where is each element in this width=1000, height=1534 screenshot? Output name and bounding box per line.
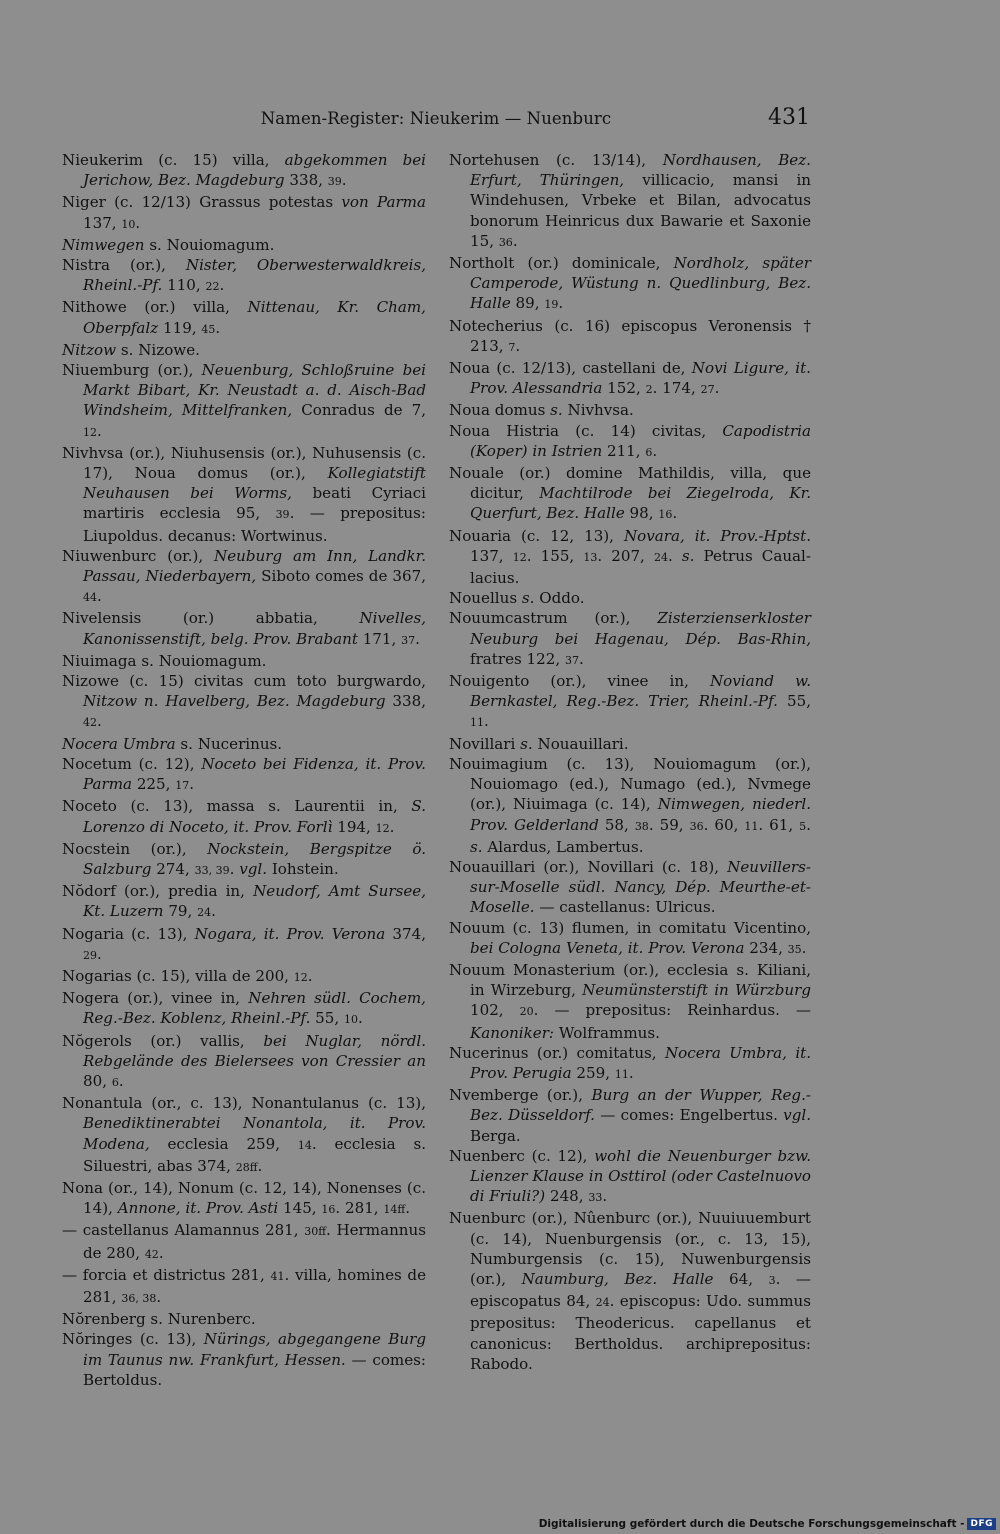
entry-text: . (257, 1156, 263, 1175)
entry-text: 119, (158, 318, 202, 337)
entry-text: Niuimaga s. Nouiomagum. (62, 651, 267, 670)
entry-text: . (158, 1243, 164, 1262)
entry-text: 248, (545, 1187, 589, 1206)
entry-text: . — prepositus: Liupoldus. decanus: Wortwinus. (83, 504, 426, 545)
entry-italic-text: s. (521, 589, 535, 608)
entry-italic-text: Nister, Oberwesterwaldkreis, Rheinl.-Pf. (83, 256, 426, 295)
index-entry (62, 966, 426, 988)
line-reference: 27 (700, 383, 715, 397)
index-entry (62, 608, 426, 650)
index-entry (449, 253, 811, 316)
index-entry (449, 1146, 811, 1209)
entry-text: Nuenberc (c. 12), (449, 1146, 595, 1165)
entry-text: Nortehusen (c. 13/14), (449, 151, 663, 169)
entry-italic-text: Neuburg am Inn, Landkr. Passau, Niederbayern, (83, 546, 427, 586)
line-reference: 39 (327, 175, 342, 189)
entry-text: Nuenburc (or.), Nûenburc (or.), Nuuiuuemburt (c. 14), Nuenburgensis (or., c. 13, 15), Numburgensis (c. 15), Nuwenburgensis (or.), (449, 1209, 811, 1288)
entry-text: Nouale (or.) domine Mathildis, villa, que dicitur, (449, 464, 811, 503)
line-reference: 10 (121, 217, 136, 231)
line-reference: 6 (111, 1075, 119, 1089)
index-entry (62, 235, 426, 255)
entry-italic-text: Neuenburg, Schloßruine bei Markt Bibart, Kr. Neustadt a. d. Aisch-Bad Windsheim, Mittelfranken, (83, 361, 426, 420)
entry-text: Niuwenburc (or.), (62, 546, 215, 565)
index-entry (449, 754, 811, 857)
entry-text: . (307, 966, 313, 985)
line-reference: 22 (205, 280, 220, 294)
index-entry (62, 924, 426, 966)
entry-text: 338, (385, 692, 427, 711)
entry-text: 145, (278, 1199, 322, 1218)
entry-text: . (558, 294, 564, 313)
entry-text: . (512, 231, 518, 250)
line-reference: 28ff (235, 1160, 258, 1174)
index-entry (62, 297, 426, 339)
line-reference: 24 (653, 550, 668, 564)
entry-italic-text: Annone, it. Prov. Asti (117, 1199, 279, 1218)
entry-italic-text: Nordholz, später Camperode, Wüstung n. Quedlinburg, Bez. Halle (470, 254, 811, 313)
line-reference: 19 (544, 298, 559, 312)
entry-text: Alardus, Lambertus. (482, 837, 644, 856)
entry-text: Nŏdorf (or.), predia in, (62, 882, 254, 901)
entry-italic-text: Nordhausen, Bez. Erfurt, Thüringen, (470, 151, 811, 190)
index-entry (449, 918, 811, 960)
entry-text: Nouauillari. (532, 734, 629, 753)
entry-text: Nucerinus (or.) comitatus, (449, 1043, 665, 1062)
entry-italic-text: Nocera Umbra, it. Prov. Perugia (470, 1043, 812, 1082)
entry-text: 152, (602, 379, 646, 398)
entry-text: — forcia et districtus 281, (62, 1265, 271, 1284)
entry-text: . (97, 421, 102, 440)
entry-text: . villa, homines de 281, (83, 1265, 426, 1306)
entry-text: Nona (or., 14), Nonum (c. 12, 14), Nonenses (c. 14), (62, 1178, 426, 1218)
entry-text: Nouaria (c. 12, 13), (449, 526, 624, 545)
line-reference: 16 (658, 508, 673, 522)
entry-text: . (484, 712, 489, 731)
line-reference: 36 (689, 819, 704, 833)
digitization-footer (539, 1518, 996, 1530)
entry-text: . (806, 815, 811, 834)
entry-text: 234, (744, 938, 788, 957)
entry-italic-text: s. (470, 837, 483, 856)
line-reference: 37 (401, 633, 416, 647)
entry-text: . (189, 775, 195, 794)
entry-text: . (714, 379, 720, 398)
entry-text: Niuemburg (or.), (62, 361, 202, 380)
index-entry (449, 1085, 811, 1146)
entry-text: Conradus de 7, (292, 401, 426, 420)
index-entry (449, 316, 811, 358)
entry-text: . — prepositus: Reinhardus. — (533, 1001, 812, 1020)
entry-text: Nivelensis (or.) abbatia, (62, 609, 360, 628)
entry-text: . 281, (335, 1199, 384, 1218)
entry-text: Wolframmus. (554, 1023, 660, 1042)
entry-text: . (628, 1063, 634, 1082)
entry-text: s. Nizowe. (116, 340, 200, 359)
entry-italic-text: Machtilrode bei Ziegelroda, Kr. Querfurt, Bez. Halle (470, 484, 811, 523)
index-entry (449, 857, 811, 918)
entry-text: Nouum Monasterium (or.), ecclesia s. Kiliani, in Wirzeburg, (449, 960, 811, 1000)
index-entry (449, 671, 811, 734)
index-entry (62, 796, 426, 838)
index-entry (449, 400, 811, 420)
line-reference: 24 (197, 906, 212, 920)
entry-text: 137, (470, 546, 513, 565)
entry-text: 259, (571, 1063, 615, 1082)
line-reference: 30ff (304, 1225, 327, 1239)
entry-text: Nivhvsa. (562, 401, 634, 420)
entry-italic-text: Nitzow n. Havelberg, Bez. Magdeburg (83, 692, 386, 711)
entry-italic-text: Noviand w. Bernkastel, Reg.-Bez. Trier, Rheinl.-Pf. (470, 672, 811, 711)
entry-text: . (118, 1071, 124, 1090)
entry-italic-text: s. (550, 401, 563, 420)
index-entry (449, 526, 811, 589)
line-reference: 36 (498, 235, 513, 249)
entry-text: Nvemberge (or.), (449, 1086, 592, 1105)
line-reference: 3 (768, 1273, 776, 1287)
index-entry (449, 358, 811, 400)
index-entry (62, 651, 426, 671)
line-reference: 38 (634, 819, 649, 833)
entry-italic-text: bei Nuglar, nördl. Rebgelände des Bielersees von Cressier an (83, 1031, 426, 1070)
line-reference: 14ff (383, 1203, 406, 1217)
entry-italic-text: Nogara, it. Prov. Verona (194, 924, 386, 943)
entry-text: . (801, 938, 807, 957)
entry-text: ecclesia 259, (149, 1134, 298, 1153)
entry-italic-text: von Parma (341, 193, 426, 212)
entry-text: Nonantula (or., c. 13), Nonantulanus (c. 13), (62, 1094, 426, 1113)
entry-text: . (97, 712, 102, 731)
index-entry (449, 421, 811, 463)
index-entry (62, 360, 426, 443)
entry-text: Siboto comes de 367, (256, 567, 426, 586)
line-reference: 29 (83, 948, 97, 962)
line-reference: 7 (508, 340, 516, 354)
entry-italic-text: Nürings, abgegangene Burg im Taunus nw. Frankfurt, Hessen. (83, 1330, 426, 1369)
line-reference: 11 (744, 819, 759, 833)
line-reference: 14 (297, 1138, 312, 1152)
entry-italic-text: Burg an der Wupper, Reg.-Bez. Düsseldorf. (470, 1086, 811, 1125)
entry-italic-text: Nitzow (62, 340, 117, 359)
entry-text: 55, (310, 1009, 344, 1028)
entry-text: — castellanus: Ulricus. (534, 898, 716, 917)
entry-text: . (389, 817, 395, 836)
entry-text: Petrus Caual-lacius. (470, 546, 811, 588)
entry-text: Notecherius (c. 16) episcopus Veronensis † 213, (449, 316, 811, 355)
entry-italic-text: Kollegiatstift Neuhausen bei Worms, (83, 464, 426, 503)
entry-text: . (97, 944, 102, 963)
entry-text: Nogaria (c. 13), (62, 924, 195, 943)
entry-text: Nŏringes (c. 13), (62, 1330, 204, 1349)
entry-text: . 174, (652, 379, 701, 398)
index-entry (62, 881, 426, 923)
entry-text: 64, (713, 1269, 769, 1288)
entry-italic-text: bei Cologna Veneta, it. Prov. Verona (470, 938, 745, 957)
entry-italic-text: Naumburg, Bez. Halle (521, 1269, 714, 1288)
entry-text: Berga. (470, 1126, 521, 1145)
index-entry (449, 150, 811, 253)
entry-italic-text: Nehren südl. Cochem, Reg.-Bez. Koblenz, Rheinl.-Pf. (83, 989, 426, 1028)
entry-text: . (156, 1287, 162, 1306)
line-reference: 12 (512, 550, 527, 564)
entry-text: 102, (470, 1001, 520, 1020)
entry-text: . (341, 171, 347, 190)
index-entry (449, 608, 811, 671)
entry-text: Iohstein. (267, 859, 339, 878)
entry-text: . (357, 1009, 363, 1028)
entry-text: Nouumcastrum (or.), (449, 609, 658, 628)
entry-text: Nistra (or.), (62, 256, 186, 275)
entry-italic-text: S. Lorenzo di Noceto, it. Prov. Forlì (83, 797, 426, 836)
entry-italic-text: Neudorf, Amt Sursee, Kt. Luzern (83, 882, 426, 921)
entry-text: . (97, 587, 102, 606)
entry-italic-text: s. (681, 546, 695, 565)
line-reference: 45 (201, 322, 216, 336)
entry-text: . 60, (703, 815, 745, 834)
index-entry (62, 255, 426, 297)
entry-text: . (215, 318, 221, 337)
entry-italic-text: Benediktinerabtei Nonantola, it. Prov. Modena, (83, 1114, 426, 1153)
entry-text: Nouellus (449, 589, 522, 608)
entry-text: 58, (598, 815, 635, 834)
entry-text: 374, (385, 924, 427, 943)
index-entry (449, 1208, 811, 1374)
entry-text: Nieukerim (c. 15) villa, (62, 151, 285, 169)
entry-italic-text: vgl. (783, 1106, 811, 1125)
entry-italic-text: Nockstein, Bergspitze ö. Salzburg (83, 839, 426, 878)
entry-text: . (652, 441, 658, 460)
line-reference: 37 (564, 653, 579, 667)
entry-text: 89, (510, 294, 545, 313)
line-reference: 2 (645, 383, 653, 397)
entry-text: 338, (284, 171, 328, 190)
entry-italic-text: s. (520, 734, 533, 753)
line-reference: 17 (175, 779, 190, 793)
index-entry (62, 1329, 426, 1390)
line-reference: 44 (83, 591, 97, 605)
line-reference: 39 (275, 508, 290, 522)
index-entry (62, 192, 426, 234)
entry-text: 194, (332, 817, 376, 836)
line-reference: 42 (144, 1247, 159, 1261)
index-entry (62, 1031, 426, 1094)
entry-text: Oddo. (534, 589, 585, 608)
index-entry (62, 754, 426, 796)
index-entry (62, 1178, 426, 1220)
index-entry (449, 1043, 811, 1085)
line-reference: 11 (614, 1067, 629, 1081)
entry-italic-text: Nittenau, Kr. Cham, Oberpfalz (83, 298, 426, 337)
right-column (449, 150, 811, 1374)
entry-text: . 207, (597, 546, 654, 565)
entry-text: Noua Histria (c. 14) civitas, (449, 421, 723, 440)
entry-text: Nithowe (or.) villa, (62, 298, 248, 317)
index-entry (62, 443, 426, 546)
line-reference: 12 (375, 821, 390, 835)
line-reference: 12 (293, 970, 308, 984)
entry-text: 79, (163, 902, 198, 921)
entry-text: . (578, 649, 584, 668)
index-entry (62, 1220, 426, 1264)
entry-text: villicacio, mansi in Windehusen, Vrbeke et Bilan, advocatus bonorum Heinricus dux Bawarie et Saxonie 15, (470, 171, 811, 250)
entry-text: fratres 122, (470, 649, 565, 668)
index-entry (449, 734, 811, 754)
entry-text: Noua (c. 12/13), castellani de, (449, 359, 692, 378)
line-reference: 36, 38 (121, 1291, 157, 1305)
page-header (62, 106, 810, 136)
entry-text: . (405, 1199, 411, 1218)
index-entry (62, 839, 426, 881)
entry-text: . 59, (648, 815, 690, 834)
entry-italic-text: abgekommen bei Jerichow, Bez. Magdeburg (83, 151, 426, 190)
entry-text: — comes: Engelbertus. (594, 1106, 784, 1125)
entry-text: Nivhvsa (or.), Niuhusensis (or.), Nuhusensis (c. 17), Noua domus (or.), (62, 443, 426, 483)
entry-italic-text: Neuvillers-sur-Moselle südl. Nancy, Dép. Meurthe-et-Moselle. (470, 857, 811, 917)
index-entry (62, 988, 426, 1030)
entry-text: Nogarias (c. 15), villa de 200, (62, 966, 294, 985)
entry-text: Nizowe (c. 15) civitas cum toto burgwardo, (62, 672, 426, 691)
entry-text: Niger (c. 12/13) Grassus potestas (62, 193, 342, 212)
entry-italic-text: Neumünsterstift in Würzburg (582, 981, 811, 1000)
index-entry (62, 671, 426, 734)
entry-text: 80, (83, 1071, 112, 1090)
line-reference: 16 (321, 1203, 336, 1217)
line-reference: 33, 39 (194, 863, 230, 877)
entry-italic-text: Nocera Umbra (62, 734, 176, 753)
entry-text: . 155, (526, 546, 584, 565)
index-entry (62, 340, 426, 360)
line-reference: 33 (588, 1191, 603, 1205)
entry-text: . (667, 546, 682, 565)
entry-text: 211, (602, 441, 646, 460)
entry-text: 137, (83, 213, 122, 232)
entry-text: . (219, 276, 225, 295)
entry-text: Nouauillari (or.), Novillari (c. 18), (449, 857, 728, 876)
footer-credit: Digitalisierung gefördert durch die Deutsche Forschungsgemeinschaft - (538, 1518, 965, 1530)
entry-text: s. Nouiomagum. (144, 235, 275, 254)
entry-text: 225, (132, 775, 176, 794)
line-reference: 10 (343, 1013, 358, 1027)
page-number: 431 (768, 105, 810, 130)
entry-text: Nouimagium (c. 13), Nouiomagum (or.), Nouiomago (ed.), Numago (ed.), Nvmege (or.), Niuimaga (c. 14), (449, 754, 811, 814)
entry-text: — comes: Bertoldus. (83, 1350, 426, 1389)
line-reference: 41 (270, 1269, 285, 1283)
entry-text: 171, (357, 629, 402, 648)
line-reference: 6 (645, 445, 653, 459)
index-entry (62, 1093, 426, 1178)
line-reference: 13 (583, 550, 598, 564)
index-entry (449, 588, 811, 608)
entry-text: Northolt (or.) dominicale, (449, 254, 674, 273)
entry-text: . (211, 902, 216, 921)
entry-text: . (415, 629, 420, 648)
entry-italic-text: Nivelles, Kanonissenstift, belg. Prov. Brabant (83, 609, 426, 648)
entry-text: . (229, 859, 240, 878)
entry-text: Nogera (or.), vinee in, (62, 989, 249, 1008)
index-entry (62, 734, 426, 754)
entry-text: 110, (162, 276, 206, 295)
entry-text: Novillari (449, 734, 521, 753)
entry-text: . 61, (758, 815, 800, 834)
entry-italic-text: wohl die Neuenburger bzw. Lienzer Klause in Osttirol (oder Castelnuovo di Friuli?) (470, 1146, 811, 1206)
entry-italic-text: Novara, it. Prov.-Hptst. (623, 526, 811, 545)
entry-italic-text: Capodistria (Koper) in Istrien (470, 421, 811, 460)
entry-text: Noceto (c. 13), massa s. Laurentii in, (62, 797, 412, 816)
entry-text: Nŏgerols (or.) vallis, (62, 1031, 264, 1050)
entry-italic-text: Zisterzienserkloster Neuburg bei Hagenau, Dép. Bas-Rhin, (470, 609, 811, 648)
running-title: Namen-Register: Nieukerim — Nuenburc (260, 109, 612, 128)
entry-text: beati Cyriaci martiris ecclesia 95, (83, 484, 426, 523)
entry-text: Nouum (c. 13) flumen, in comitatu Vicentino, (449, 918, 811, 937)
line-reference: 42 (83, 716, 97, 730)
entry-text: Nocstein (or.), (62, 839, 208, 858)
entry-text: . (135, 213, 141, 232)
entry-text: . — episcopatus 84, (470, 1269, 811, 1311)
entry-text: . (515, 336, 521, 355)
index-entry (62, 1309, 426, 1329)
entry-text: . (672, 504, 678, 523)
line-reference: 35 (787, 942, 802, 956)
index-entry (449, 463, 811, 526)
entry-text: Noua domus (449, 401, 551, 420)
entry-italic-text: Noceto bei Fidenza, it. Prov. Parma (83, 754, 426, 794)
entry-text: . (602, 1187, 608, 1206)
line-reference: 12 (83, 425, 97, 439)
entry-italic-text: vgl. (239, 859, 268, 878)
dfg-logo: DFG (967, 1518, 996, 1530)
line-reference: 20 (519, 1005, 534, 1019)
entry-text: 55, (777, 692, 811, 711)
entry-text: Nocetum (c. 12), (62, 754, 202, 773)
line-reference: 24 (595, 1296, 610, 1310)
index-entry (449, 960, 811, 1043)
entry-text: . episcopus: Udo. summus prepositus: Theodericus. capellanus et canonicus: Bertholdus. archiprepositus: Rabodo. (470, 1292, 811, 1373)
index-entry (62, 546, 426, 609)
index-entry (62, 150, 426, 192)
entry-italic-text: Novi Ligure, it. Prov. Alessandria (470, 359, 811, 398)
entry-text: 98, (624, 504, 659, 523)
left-column (62, 150, 426, 1390)
index-entry (62, 1265, 426, 1309)
entry-text: . Hermannus de 280, (83, 1221, 426, 1262)
entry-italic-text: Nimwegen (62, 235, 145, 254)
entry-text: Nouigento (or.), vinee in, (449, 672, 710, 691)
entry-text: 274, (151, 859, 195, 878)
line-reference: 5 (799, 819, 807, 833)
entry-text: Nŏrenberg s. Nurenberc. (62, 1310, 256, 1329)
entry-italic-text: Kanoniker: (470, 1023, 555, 1042)
entry-italic-text: Nimwegen, niederl. Prov. Gelderland (470, 795, 811, 834)
entry-text: — castellanus Alamannus 281, (62, 1221, 305, 1240)
line-reference: 11 (470, 716, 484, 730)
entry-text: . ecclesia s. Siluestri, abas 374, (83, 1134, 427, 1175)
entry-text: s. Nucerinus. (175, 734, 283, 753)
